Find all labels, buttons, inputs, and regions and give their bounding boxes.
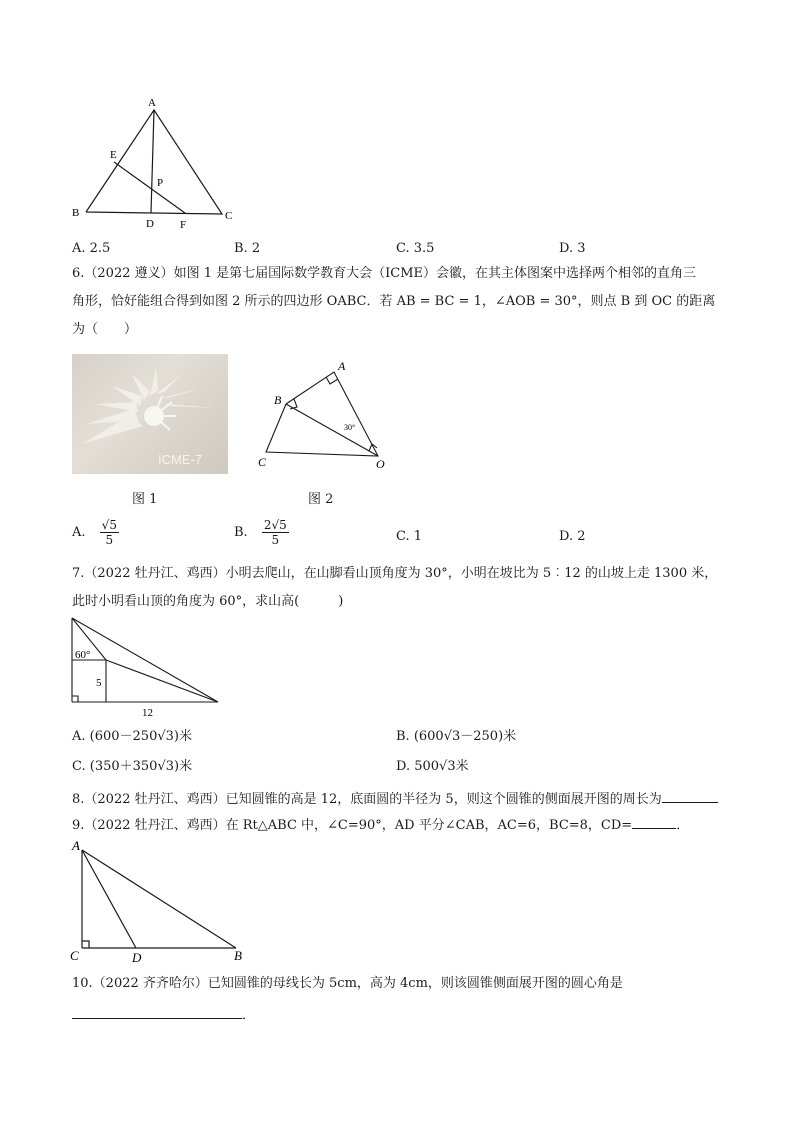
label-D: D <box>146 218 154 230</box>
q5-option-a: A. 2.5 <box>72 241 111 256</box>
q5-option-d: D. 3 <box>559 241 586 256</box>
width-12-label: 12 <box>142 707 153 719</box>
q6-option-d: D. 2 <box>559 529 586 544</box>
label-A: A <box>148 97 156 109</box>
angle-label-30: 30° <box>344 423 356 432</box>
side-ab <box>82 850 236 948</box>
q9-end: ． <box>676 818 690 833</box>
q6-option-a <box>72 518 119 547</box>
q6-option-c: C. 1 <box>396 529 423 544</box>
q8-answer-blank[interactable] <box>662 788 718 803</box>
q6-line-2: 角形，恰好能组合得到如图 2 所示的四边形 OABC．若 AB = BC = 1，∠AOB = 30°，则点 B 到 OC 的距离 <box>72 294 716 309</box>
q8-line <box>72 788 718 810</box>
q7-mountain-figure <box>68 614 224 720</box>
q6-option-a-prefix: A. <box>72 525 86 540</box>
q7-line-1: 7.（2022 牡丹江、鸡西）小明去爬山，在山脚看山顶角度为 30°，小明在坡比为 5︰12 的山坡上走 1300 米， <box>72 566 718 581</box>
q5-option-c: C. 3.5 <box>396 241 435 256</box>
q7-option-a: A. (600－250√3)米 <box>72 729 192 744</box>
icme-logo-image <box>72 354 228 474</box>
label-B9: B <box>234 948 242 963</box>
q6-line-3: 为（ ） <box>72 322 138 337</box>
right-angle-mark <box>72 696 78 702</box>
label-C9: C <box>70 948 79 963</box>
height-5-label: 5 <box>96 677 102 689</box>
figure-1-caption: 图 1 <box>132 492 158 507</box>
right-angle-a <box>326 377 338 384</box>
q9-line <box>72 814 689 836</box>
q9-text: 9.（2022 牡丹江、鸡西）在 Rt△ABC 中，∠C=90°，AD 平分∠CAB，AC=6，BC=8，CD= <box>72 818 633 833</box>
q10-line-1: 10.（2022 齐齐哈尔）已知圆锥的母线长为 5cm，高为 4cm，则该圆锥侧面展开图的圆心角是 <box>72 976 623 991</box>
q6-quadrilateral-figure <box>254 352 404 476</box>
q6-option-b-fraction <box>262 518 289 547</box>
q7-option-b: B. (600√3－250)米 <box>396 729 517 744</box>
label-C: C <box>225 210 233 222</box>
label-B2: B <box>274 393 282 407</box>
label-C2: C <box>258 455 267 469</box>
segment-ef <box>114 162 185 213</box>
q6-line-1: 6.（2022 遵义）如图 1 是第七届国际数学教育大会（ICME）会徽，在其主体图案中选择两个相邻的直角三 <box>72 266 697 281</box>
right-angle-c <box>82 941 89 948</box>
bisector-ad <box>82 850 136 948</box>
icme-emblem-shapes <box>72 354 228 474</box>
q7-option-d: D. 500√3米 <box>396 759 469 774</box>
q7-option-c: C. (350＋350√3)米 <box>72 759 193 774</box>
q6-option-b-prefix: B. <box>234 525 248 540</box>
q5-triangle-figure <box>68 92 240 232</box>
q6-option-a-denominator: 5 <box>105 533 114 547</box>
label-E: E <box>110 149 117 161</box>
label-B: B <box>72 207 80 219</box>
q10-answer-blank[interactable] <box>72 1004 242 1019</box>
q6-option-b <box>234 518 289 547</box>
label-O2: O <box>376 457 385 471</box>
q6-option-a-fraction <box>100 518 119 547</box>
quad-outline <box>266 372 378 456</box>
q6-option-b-numerator: 2√5 <box>263 518 287 532</box>
q6-option-a-numerator: √5 <box>101 518 117 532</box>
q6-option-b-denominator: 5 <box>271 533 280 547</box>
label-F: F <box>180 219 187 231</box>
label-A9: A <box>72 838 80 853</box>
icme-logo-text: ICME-7 <box>158 452 203 467</box>
q5-option-b: B. 2 <box>234 241 261 256</box>
label-A2: A <box>338 359 346 373</box>
q10-end: ． <box>242 1008 256 1023</box>
q8-text: 8.（2022 牡丹江、鸡西）已知圆锥的高是 12，底面圆的半径为 5，则这个圆锥的侧面展开图的周长为 <box>72 792 662 807</box>
q9-triangle-figure <box>66 838 250 964</box>
slope-line <box>106 660 218 702</box>
angle-60-label: 60° <box>75 649 91 661</box>
label-D9: D <box>132 950 142 964</box>
q10-line-2 <box>72 1004 255 1026</box>
label-P: P <box>157 177 164 189</box>
q7-line-2: 此时小明看山顶的角度为 60°，求山高( ) <box>72 594 344 609</box>
figure-2-caption: 图 2 <box>308 492 334 507</box>
altitude-ad <box>151 110 154 213</box>
q9-answer-blank[interactable] <box>632 814 676 829</box>
